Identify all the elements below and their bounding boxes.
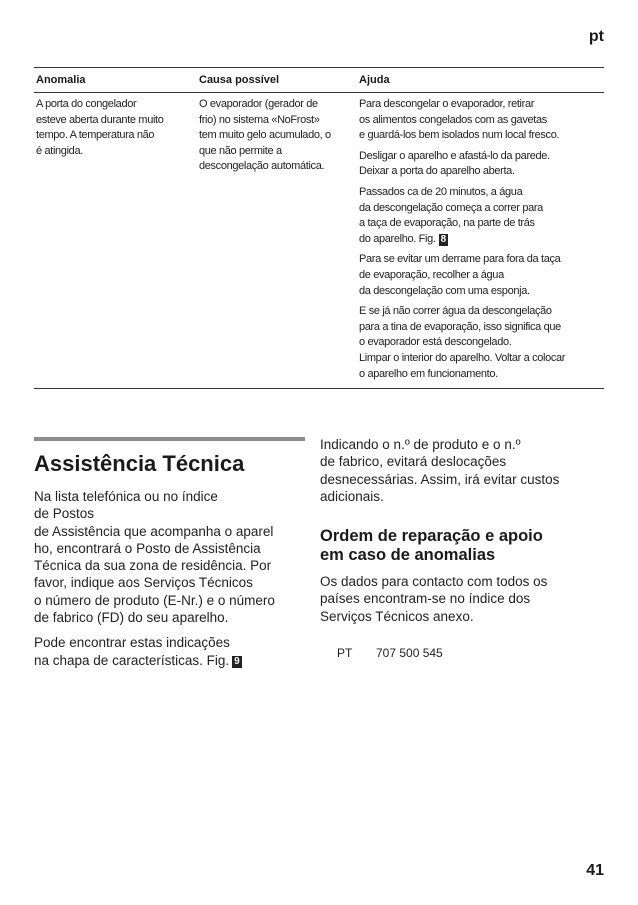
text-line: Técnica da sua zona de residência. Por bbox=[34, 558, 272, 574]
paragraph bbox=[320, 573, 605, 625]
text-line: Desligar o aparelho e afastá-lo da parede. bbox=[359, 149, 550, 162]
language-code: pt bbox=[588, 28, 604, 45]
text-line: favor, indique aos Serviços Técnicos bbox=[34, 575, 253, 591]
country-code: PT bbox=[337, 646, 353, 661]
help-step bbox=[359, 304, 600, 382]
text-line: desnecessárias. Assim, irá evitar custos bbox=[320, 471, 560, 487]
text-line bbox=[34, 652, 308, 669]
text-line bbox=[359, 232, 600, 248]
table-header bbox=[34, 68, 604, 93]
text-line: ho, encontrará o Posto de Assistência bbox=[34, 540, 261, 556]
text-line: tem muito gelo acumulado, o bbox=[199, 129, 331, 142]
assistance-text bbox=[34, 488, 308, 677]
figure-ref-badge: 9 bbox=[234, 655, 240, 667]
text-segment: do aparelho. Fig. bbox=[359, 232, 436, 245]
text-line: Para descongelar o evaporador, retirar bbox=[359, 98, 535, 110]
page-number: 41 bbox=[586, 862, 604, 879]
text-line: é atingida. bbox=[36, 144, 83, 157]
section-divider bbox=[34, 437, 305, 441]
text-line: Limpar o interior do aparelho. Voltar a colocar bbox=[359, 351, 566, 364]
section-title: Assistência Técnica bbox=[34, 451, 245, 476]
text-line: o aparelho em funcionamento. bbox=[359, 367, 498, 380]
text-line: Os dados para contacto com todos os bbox=[320, 574, 548, 590]
text-line: A porta do congelador bbox=[36, 98, 137, 110]
col-header-anomaly: Anomalia bbox=[36, 74, 86, 86]
text-line: Na lista telefónica ou no índice bbox=[34, 489, 218, 504]
text-line: O evaporador (gerador de bbox=[199, 98, 318, 110]
troubleshooting-table bbox=[34, 67, 604, 389]
text-line: de Postos bbox=[34, 506, 95, 522]
col-header-cause: Causa possível bbox=[199, 74, 280, 86]
text-line: descongelação automática. bbox=[199, 160, 325, 173]
text-line: esteve aberta durante muito bbox=[36, 113, 164, 126]
cell-anomaly bbox=[34, 97, 197, 382]
text-line: os alimentos congelados com as gavetas bbox=[359, 113, 547, 126]
text-line: E se já não correr água da descongelação bbox=[359, 305, 552, 318]
contact-row bbox=[337, 645, 605, 662]
paragraph bbox=[34, 488, 308, 626]
help-step bbox=[359, 185, 600, 247]
text-line: o evaporador está descongelado. bbox=[359, 336, 512, 349]
text-line: Serviços Técnicos anexo. bbox=[320, 608, 474, 624]
text-line: Pode encontrar estas indicações bbox=[34, 635, 230, 651]
text-line: Deixar a porta do aparelho aberta. bbox=[359, 165, 515, 178]
text-line: tempo. A temperatura não bbox=[36, 129, 155, 142]
text-line: adicionais. bbox=[320, 488, 384, 504]
text-line: que não permite a bbox=[199, 144, 282, 157]
table-row bbox=[34, 93, 604, 388]
text-segment: na chapa de características. Fig. bbox=[34, 652, 230, 668]
figure-ref-badge: 8 bbox=[440, 233, 446, 245]
paragraph bbox=[320, 436, 605, 505]
cell-cause bbox=[197, 97, 357, 382]
text-line: Indicando o n.º de produto e o n.º bbox=[320, 437, 521, 452]
text-line: países encontram-se no índice dos bbox=[320, 591, 531, 607]
help-step bbox=[359, 97, 600, 144]
help-step bbox=[359, 149, 600, 180]
text-line: de Assistência que acompanha o aparel bbox=[34, 523, 274, 539]
phone-number: 707 500 545 bbox=[376, 646, 443, 661]
text-line: e guardá-los bem isolados num local fresco. bbox=[359, 129, 560, 142]
col-header-help: Ajuda bbox=[359, 74, 390, 86]
text-line: frio) no sistema «NoFrost» bbox=[199, 113, 320, 126]
text-line: a taça de evaporação, na parte de trás bbox=[359, 217, 535, 230]
help-step bbox=[359, 252, 600, 299]
text-line: de evaporação, recolher a água bbox=[359, 268, 504, 281]
subsection-title bbox=[320, 527, 605, 565]
text-line: Passados ca de 20 minutos, a água bbox=[359, 185, 523, 198]
cell-help bbox=[357, 97, 604, 382]
paragraph bbox=[34, 634, 308, 669]
text-line: da descongelação com uma esponja. bbox=[359, 284, 530, 297]
text-line: de fabrico (FD) do seu aparelho. bbox=[34, 610, 229, 626]
repair-text bbox=[320, 436, 605, 662]
text-line: de fabrico, evitará deslocações bbox=[320, 454, 507, 470]
text-line: em caso de anomalias bbox=[320, 546, 496, 565]
text-line: Para se evitar um derrame para fora da taça bbox=[359, 253, 561, 266]
text-line: Ordem de reparação e apoio bbox=[320, 527, 543, 546]
text-line: para a tina de evaporação, isso significa que bbox=[359, 320, 561, 333]
text-line: o número de produto (E-Nr.) e o número bbox=[34, 592, 275, 608]
text-line: da descongelação começa a correr para bbox=[359, 201, 543, 214]
